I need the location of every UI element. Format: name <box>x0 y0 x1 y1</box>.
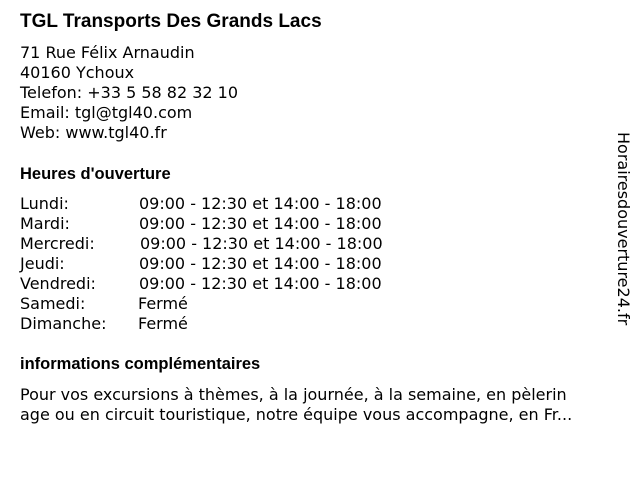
info-description <box>20 385 630 425</box>
business-name: TGL Transports Des Grands Lacs <box>20 11 322 32</box>
time-value: Fermé <box>138 294 188 313</box>
hours-row-wednesday <box>20 234 440 254</box>
day-label: Dimanche: <box>20 314 107 333</box>
day-label: Lundi: <box>20 194 69 213</box>
phone-number: Telefon: +33 5 58 82 32 10 <box>20 83 239 102</box>
time-value: 09:00 - 12:30 et 14:00 - 18:00 <box>139 254 382 273</box>
hours-row-sunday <box>20 314 440 334</box>
info-line: age ou en circuit touristique, notre équipe vous accompagne, en Fr... <box>20 405 573 424</box>
hours-heading: Heures d'ouverture <box>20 165 171 183</box>
time-value: 09:00 - 12:30 et 14:00 - 18:00 <box>139 194 382 213</box>
street-address: 71 Rue Félix Arnaudin <box>20 43 195 62</box>
day-label: Jeudi: <box>20 254 65 273</box>
day-label: Samedi: <box>20 294 86 313</box>
day-label: Mercredi: <box>20 234 95 253</box>
info-line: Pour vos excursions à thèmes, à la journée, à la semaine, en pèlerin <box>20 385 567 404</box>
opening-hours-table <box>20 194 440 334</box>
email-address: Email: tgl@tgl40.com <box>20 103 193 122</box>
hours-row-monday <box>20 194 440 214</box>
time-value: Fermé <box>138 314 188 333</box>
website: Web: www.tgl40.fr <box>20 123 167 142</box>
hours-row-thursday <box>20 254 440 274</box>
time-value: 09:00 - 12:30 et 14:00 - 18:00 <box>140 234 383 253</box>
time-value: 09:00 - 12:30 et 14:00 - 18:00 <box>139 214 382 233</box>
day-label: Mardi: <box>20 214 70 233</box>
city-address: 40160 Ychoux <box>20 63 135 82</box>
info-heading: informations complémentaires <box>20 355 261 373</box>
day-label: Vendredi: <box>20 274 96 293</box>
time-value: 09:00 - 12:30 et 14:00 - 18:00 <box>139 274 382 293</box>
hours-row-tuesday <box>20 214 440 234</box>
watermark: Horairesdouverture24.fr <box>614 132 633 326</box>
hours-row-friday <box>20 274 440 294</box>
contact-block <box>20 43 238 143</box>
hours-row-saturday <box>20 294 440 314</box>
